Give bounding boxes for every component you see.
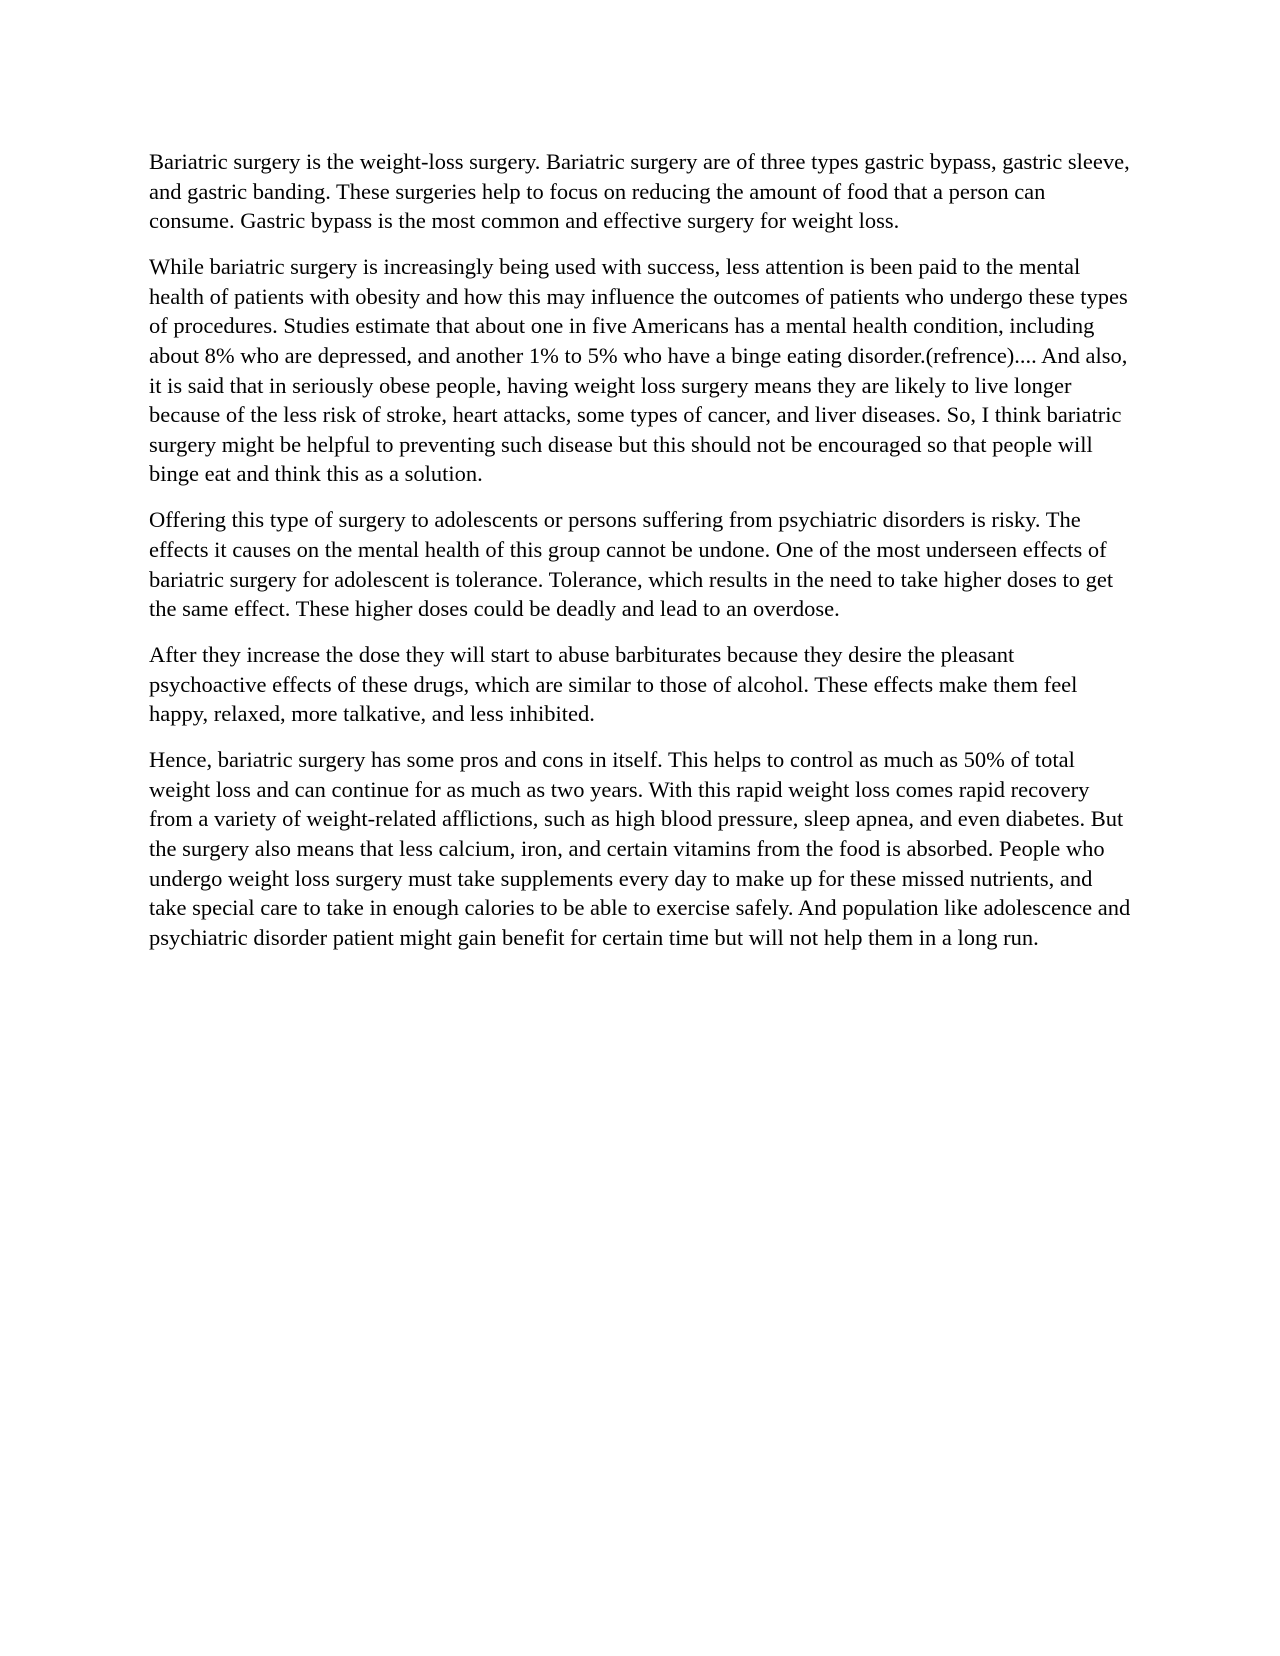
paragraph-2: While bariatric surgery is increasingly being used with success, less attention is been paid to the mental health of patients with obesity and how this may influence the outcomes of patients who undergo these types of procedures. Studies estimate that about one in five Americans has a mental health condition, including about 8% who are depressed, and another 1% to 5% who have a binge eating disorder.(refrence).... And also, it is said that in seriously obese people, having weight loss surgery means they are likely to live longer because of the less risk of stroke, heart attacks, some types of cancer, and liver diseases. So, I think bariatric surgery might be helpful to preventing such disease but this should not be encouraged so that people will binge eat and think this as a solution.: [149, 254, 1128, 487]
paragraph-4: After they increase the dose they will start to abuse barbiturates because they desire the pleasant psychoactive effects of these drugs, which are similar to those of alcohol. These effects make them feel happy, relaxed, more talkative, and less inhibited.: [149, 642, 1078, 727]
paragraph-5: Hence, bariatric surgery has some pros and cons in itself. This helps to control as much as 50% of total weight loss and can continue for as much as two years. With this rapid weight loss comes rapid recovery from a variety of weight-related afflictions, such as high blood pressure, sleep apnea, and even diabetes. But the surgery also means that less calcium, iron, and certain vitamins from the food is absorbed. People who undergo weight loss surgery must take supplements every day to make up for these missed nutrients, and take special care to take in enough calories to be able to exercise safely. And population like adolescence and psychiatric disorder patient might gain benefit for certain time but will not help them in a long run.: [149, 747, 1131, 950]
paragraph-3: Offering this type of surgery to adolescents or persons suffering from psychiatric disorders is risky. The effects it causes on the mental health of this group cannot be undone. One of the most underseen effects of bariatric surgery for adolescent is tolerance. Tolerance, which results in the need to take higher doses to get the same effect. These higher doses could be deadly and lead to an overdose.: [149, 507, 1114, 622]
paragraph-1: Bariatric surgery is the weight-loss surgery. Bariatric surgery are of three types gastric bypass, gastric sleeve, and gastric banding. These surgeries help to focus on reducing the amount of food that a person can consume. Gastric bypass is the most common and effective surgery for weight loss.: [149, 149, 1130, 234]
document-body: [149, 147, 1133, 969]
